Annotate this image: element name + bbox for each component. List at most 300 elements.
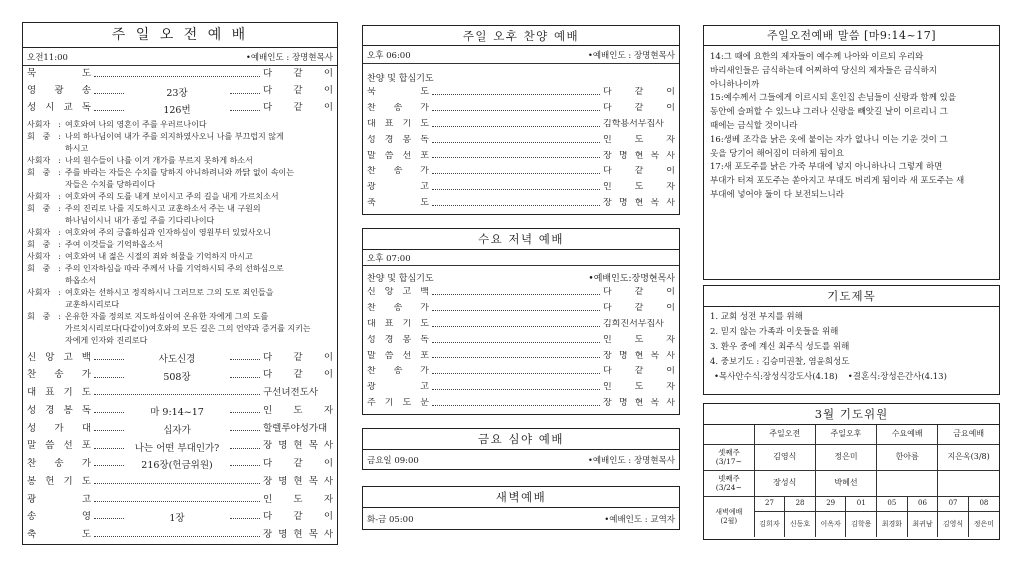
order-label: 신 앙 고 백: [367, 287, 429, 298]
committee-header-cell: 주일오후: [815, 425, 876, 444]
service-leader: •예배인도:장명현목사: [588, 273, 675, 284]
dawn-name-cell: 최경화: [877, 511, 908, 537]
committee-name-cell: 한아름: [877, 444, 938, 470]
order-item: 나는 어떤 부대인가?: [134, 442, 220, 454]
notice-item: •목사안수식:장성식강도사(4.18): [714, 372, 838, 382]
order-label: 성 경 봉 독: [367, 334, 429, 345]
responsive-reading-line: [27, 131, 333, 143]
order-person: 다 같 이: [603, 102, 675, 113]
dawn-name-cell: 신동호: [785, 511, 816, 537]
scripture-line: 부대가 터져 포도주는 쏟아지고 부대도 버리게 됨이라 새 포도주는 새: [710, 176, 965, 187]
responsive-reading-line: [27, 251, 333, 263]
reading-text: 교훈하시리로다: [65, 300, 120, 309]
leader-dots: [230, 448, 260, 449]
order-label: 성 경 봉 독: [367, 134, 429, 145]
reader-role: 회 중 :: [27, 264, 61, 273]
reading-text: 주를 바라는 자들은 수치를 당하지 아니하려니와 까닭 없이 속이는: [65, 168, 294, 177]
order-label: 주 기 도 문: [367, 398, 429, 409]
morning-service-time-row: [23, 48, 337, 66]
prayer-topic-item: 4. 중보기도 : 김승미권찰, 염윤희성도: [710, 357, 850, 367]
order-label: 묵 도: [27, 68, 91, 80]
committee-name-cell: 지은옥(3/8): [938, 444, 999, 470]
responsive-reading-line: [27, 203, 333, 215]
responsive-reading-line: [27, 275, 333, 287]
reader-role: 사회자 :: [27, 192, 61, 201]
wednesday-order-list: [363, 285, 679, 414]
friday-service-time-row: [363, 450, 679, 469]
order-item: 126번: [163, 104, 191, 116]
leader-dots: [94, 412, 124, 413]
order-row: [23, 83, 337, 100]
order-person: 장 명 현 목 사: [603, 398, 675, 409]
order-person: 다 같 이: [263, 102, 333, 114]
scripture-line: 옷을 당기어 해어짐이 더하게 됨이요: [710, 148, 844, 159]
order-person: 구선녀전도사: [263, 387, 319, 399]
order-person: 다 같 이: [263, 369, 333, 381]
reading-text: 주의 진리로 나를 지도하시고 교훈하소서 주는 내 구원의: [65, 204, 261, 213]
service-leader: •예배인도 : 장명현목사: [245, 52, 333, 63]
afternoon-order-list: [363, 85, 679, 214]
week-label: 넷째주: [717, 473, 740, 483]
responsive-reading-line: [27, 119, 333, 131]
week-label-cell: [704, 470, 754, 496]
responsive-reading-entry: [27, 191, 333, 203]
committee-name-cell: [877, 470, 938, 496]
order-label: 축 도: [367, 198, 429, 209]
order-label: 대 표 기 도: [367, 118, 429, 129]
prayer-topics-title: 기도제목: [704, 286, 999, 307]
dawn-name-cell: 정은미: [968, 511, 999, 537]
responsive-reading-entry: [27, 227, 333, 239]
scripture-line: 바리새인들은 금식하는데 어찌하여 당신의 제자들은 금식하지: [710, 65, 937, 76]
responsive-reading-line: [27, 311, 333, 323]
responsive-reading-entry: [27, 131, 333, 155]
reader-role: 사회자 :: [27, 156, 61, 165]
leader-dots: [94, 430, 124, 431]
wednesday-service-panel: [362, 228, 680, 415]
responsive-reading-line: [27, 263, 333, 275]
responsive-reading-line: [27, 299, 333, 311]
reader-role: 사회자 :: [27, 288, 61, 297]
opening-praise: 찬양 및 합심기도: [367, 273, 434, 284]
prayer-committee-title: 3월 기도위원: [704, 404, 999, 425]
leader-dots: [94, 110, 124, 111]
order-label: 영 광 송: [27, 85, 91, 97]
leader-dots: [230, 377, 260, 378]
service-leader: •예배인도 : 교역자: [604, 514, 675, 525]
order-row: [23, 402, 337, 420]
sermon-scripture-title: 주일오전예배 말씀 [마9:14~17]: [704, 26, 999, 46]
committee-name-cell: 정은미: [815, 444, 876, 470]
sermon-scripture-panel: [703, 25, 1000, 280]
notice-line: [710, 370, 993, 385]
order-person: 다 같 이: [603, 302, 675, 313]
order-person: 다 같 이: [263, 85, 333, 97]
scripture-line: 때에는 금식할 것이니라: [710, 120, 798, 131]
order-row: [23, 384, 337, 402]
order-row: [363, 85, 679, 101]
responsive-reading-entry: [27, 263, 333, 287]
order-item: 마 9:14~17: [150, 407, 204, 419]
order-label: 말 씀 선 포: [27, 440, 91, 452]
afternoon-service-title: 주일 오후 찬양 예배: [363, 26, 679, 46]
dawn-date-cell: 29: [815, 496, 846, 511]
committee-header-row: [704, 425, 999, 444]
order-row: [23, 509, 337, 527]
committee-week-row: [704, 470, 999, 496]
dawn-label: 새벽예배: [715, 508, 743, 516]
order-label: 축 도: [27, 529, 91, 541]
order-label: 말 씀 선 포: [367, 350, 429, 361]
scripture-line: 16:생베 조각을 낡은 옷에 붙이는 자가 없나니 이는 기운 것이 그: [710, 134, 948, 145]
order-label: 신 앙 고 백: [27, 351, 91, 363]
order-label: 성 가 대: [27, 422, 91, 434]
order-row: [23, 100, 337, 117]
order-label: 광 고: [367, 182, 429, 193]
order-person: 장 명 현 목 사: [263, 529, 333, 541]
responsive-reading-entry: [27, 287, 333, 311]
dawn-date-row: [704, 496, 999, 511]
committee-name-cell: [938, 470, 999, 496]
responsive-reading-entry: [27, 155, 333, 167]
reading-text: 여호와여 내 젊은 시절의 죄와 허물을 기억하지 마시고: [65, 252, 253, 261]
order-person: 장 명 현 목 사: [263, 440, 333, 452]
dawn-name-cell: 김희자: [754, 511, 785, 537]
order-label: 송 영: [27, 511, 91, 523]
reading-text: 나의 하나님이여 내가 주를 의지하였사오니 나를 부끄럽지 않게: [65, 132, 284, 141]
scripture-line: 아니하나이까: [710, 79, 760, 90]
scripture-line: 17:새 포도주를 낡은 가죽 부대에 넣지 아니하나니 그렇게 하면: [710, 162, 943, 173]
morning-service-title: 주 일 오 전 예 배: [23, 23, 337, 48]
leader-dots: [432, 126, 600, 127]
scripture-text: [704, 46, 999, 208]
dawn-name-cell: 이옥자: [815, 511, 846, 537]
order-person: 다 같 이: [263, 351, 333, 363]
afternoon-service-panel: [362, 25, 680, 215]
prayer-committee-table: [704, 425, 999, 537]
dawn-date-cell: 01: [846, 496, 877, 511]
order-of-worship-top: [23, 66, 337, 117]
leader-dots: [432, 294, 600, 295]
friday-service-panel: [362, 428, 680, 470]
order-row: [23, 438, 337, 456]
order-row: [363, 117, 679, 133]
order-item: 1장: [169, 513, 185, 525]
prayer-topics-panel: [703, 285, 1000, 395]
leader-dots: [94, 536, 260, 537]
order-person: 다 같 이: [263, 68, 333, 80]
leader-dots: [94, 518, 124, 519]
order-person: 장 명 현 목 사: [263, 475, 333, 487]
reading-text: 하시고: [65, 144, 89, 153]
order-person: 김희진서무집사: [603, 318, 664, 329]
order-label: 찬 송 가: [367, 166, 429, 177]
reading-text: 나의 원수들이 나를 이겨 개가를 부르지 못하게 하소서: [65, 156, 253, 165]
order-person: 인 도 자: [603, 382, 675, 393]
responsive-reading-entry: [27, 167, 333, 191]
committee-header-cell: 금요예배: [938, 425, 999, 444]
order-row: [363, 301, 679, 317]
order-row: [363, 364, 679, 380]
order-label: 찬 송 가: [367, 366, 429, 377]
order-row: [23, 526, 337, 544]
prayer-committee-panel: [703, 403, 1000, 540]
responsive-reading-line: [27, 155, 333, 167]
order-row: [23, 473, 337, 491]
order-label: 찬 송 가: [367, 102, 429, 113]
opening-praise-row: [363, 269, 679, 285]
reader-role: 회 중 :: [27, 312, 61, 321]
reading-text: 여호와는 선하시고 정직하시니 그러므로 그의 도로 죄인들을: [65, 288, 274, 297]
reader-role: 회 중 :: [27, 204, 61, 213]
opening-praise: 찬양 및 합심기도: [367, 73, 434, 84]
responsive-reading-line: [27, 335, 333, 347]
dawn-date-cell: 05: [877, 496, 908, 511]
leader-dots: [230, 110, 260, 111]
order-label: 성 경 봉 독: [27, 404, 91, 416]
leader-dots: [432, 189, 600, 190]
responsive-reading-line: [27, 167, 333, 179]
order-person: 장 명 현 목 사: [603, 198, 675, 209]
leader-dots: [230, 359, 260, 360]
reading-text: 여호와여 주의 도를 내게 보이시고 주의 길을 내게 가르치소서: [65, 192, 279, 201]
leader-dots: [230, 430, 260, 431]
committee-name-cell: 박혜선: [815, 470, 876, 496]
leader-dots: [432, 110, 600, 111]
service-time: 오후 06:00: [367, 50, 411, 61]
leader-dots: [432, 94, 600, 95]
responsive-reading-line: [27, 287, 333, 299]
service-leader: •예배인도 : 장명현목사: [587, 455, 675, 466]
order-label: 말 씀 선 포: [367, 150, 429, 161]
leader-dots: [230, 412, 260, 413]
leader-dots: [94, 377, 124, 378]
notice-item: •결혼식:장성은간사(4.13): [847, 372, 947, 382]
reader-role: 회 중 :: [27, 168, 61, 177]
dawn-date-cell: 08: [968, 496, 999, 511]
order-person: 할렐루야성가대: [263, 422, 328, 434]
service-time: 화-금 05:00: [367, 514, 414, 525]
leader-dots: [94, 359, 124, 360]
leader-dots: [432, 157, 600, 158]
order-person: 인 도 자: [603, 334, 675, 345]
order-person: 다 같 이: [263, 458, 333, 470]
dawn-name-cell: 김학용: [846, 511, 877, 537]
order-row: [23, 491, 337, 509]
opening-praise-row: [363, 69, 679, 85]
scripture-line: 15:예수께서 그들에게 이르시되 혼인집 손님들이 신랑과 함께 있을: [710, 93, 957, 104]
reading-text: 자들은 수치를 당하리이다: [65, 180, 156, 189]
leader-dots: [94, 501, 260, 502]
order-row: [363, 164, 679, 180]
order-item: 23장: [166, 87, 188, 99]
order-row: [23, 455, 337, 473]
reading-text: 주의 인자하심을 따라 주께서 나를 기억하시되 주의 선하심으로: [65, 264, 284, 273]
prayer-topic-item: 2. 믿지 않는 가족과 이웃들을 위해: [710, 327, 839, 337]
leader-dots: [94, 93, 124, 94]
leader-dots: [230, 465, 260, 466]
week-range: (3/24~: [715, 483, 742, 492]
leader-dots: [432, 342, 600, 343]
leader-dots: [94, 448, 124, 449]
order-item: 사도신경: [158, 353, 196, 365]
reading-text: 자에게 인자와 진리로다: [65, 336, 148, 345]
order-row: [363, 285, 679, 301]
leader-dots: [94, 76, 260, 77]
afternoon-service-time-row: [363, 46, 679, 64]
order-item: 216장(헌금위원): [141, 460, 213, 472]
leader-dots: [230, 93, 260, 94]
reader-role: 회 중 :: [27, 132, 61, 141]
dawn-label-cell: [704, 496, 754, 537]
service-time: 오전11:00: [27, 52, 68, 63]
order-label: 묵 도: [367, 87, 429, 98]
order-label: 찬 송 가: [27, 458, 91, 470]
dawn-service-title: 새벽예배: [363, 487, 679, 508]
leader-dots: [94, 394, 260, 395]
order-label: 찬 송 가: [367, 302, 429, 313]
responsive-reading-line: [27, 227, 333, 239]
leader-dots: [432, 173, 600, 174]
order-person: 다 같 이: [263, 511, 333, 523]
leader-dots: [432, 405, 600, 406]
wednesday-service-time-row: [363, 250, 679, 266]
order-person: 다 같 이: [603, 287, 675, 298]
responsive-reading-entry: [27, 251, 333, 263]
dawn-date-cell: 27: [754, 496, 785, 511]
reader-role: 사회자 :: [27, 120, 61, 129]
leader-dots: [94, 465, 124, 466]
dawn-service-panel: [362, 486, 680, 530]
reading-text: 하나님이시니 내가 종일 주를 기다리나이다: [65, 216, 215, 225]
responsive-reading-entry: [27, 311, 333, 347]
responsive-reading-line: [27, 179, 333, 191]
reading-text: 여호와여 나의 영혼이 주를 우러르나이다: [65, 120, 207, 129]
scripture-line: 14:그 때에 요한의 제자들이 예수께 나아와 이르되 우리와: [710, 52, 924, 62]
leader-dots: [432, 310, 600, 311]
week-label-cell: [704, 444, 754, 470]
order-row: [23, 349, 337, 367]
responsive-reading-line: [27, 143, 333, 155]
order-item: 508장: [163, 371, 191, 383]
order-person: 김학용서무집사: [603, 118, 664, 129]
responsive-reading-line: [27, 239, 333, 251]
responsive-reading-entry: [27, 119, 333, 131]
leader-dots: [432, 326, 600, 327]
morning-service-panel: [22, 22, 338, 545]
order-of-worship-bottom: [23, 349, 337, 544]
order-row: [363, 380, 679, 396]
leader-dots: [432, 205, 600, 206]
reader-role: 사회자 :: [27, 252, 61, 261]
order-row: [363, 196, 679, 212]
order-item: 십자가: [163, 424, 191, 436]
order-person: 인 도 자: [263, 493, 333, 505]
committee-name-cell: 장성식: [754, 470, 815, 496]
dawn-date-cell: 28: [785, 496, 816, 511]
reading-text: 여호와여 주의 긍휼하심과 인자하심이 영원부터 있었사오니: [65, 228, 271, 237]
order-row: [23, 66, 337, 83]
order-label: 대 표 기 도: [27, 387, 91, 399]
leader-dots: [432, 389, 600, 390]
order-row: [363, 101, 679, 117]
corner-cell: [704, 425, 754, 444]
committee-header-cell: 주일오전: [754, 425, 815, 444]
reader-role: 회 중 :: [27, 240, 61, 249]
reading-text: 하옵소서: [65, 276, 96, 285]
order-person: 인 도 자: [603, 134, 675, 145]
dawn-name-cell: 김영식: [938, 511, 969, 537]
leader-dots: [94, 483, 260, 484]
dawn-service-time-row: [363, 508, 679, 529]
dawn-month: (2월): [720, 516, 738, 525]
order-row: [363, 396, 679, 412]
order-person: 인 도 자: [603, 182, 675, 193]
order-label: 성 시 교 독: [27, 102, 91, 114]
order-row: [363, 317, 679, 333]
week-label: 셋째주: [717, 447, 740, 457]
scripture-line: 동안에 슬퍼할 수 있느냐 그러나 신랑을 빼앗길 날이 이르리니 그: [710, 107, 948, 118]
responsive-reading-entry: [27, 239, 333, 251]
order-row: [363, 333, 679, 349]
service-leader: •예배인도 : 장명현목사: [587, 50, 675, 61]
order-row: [363, 133, 679, 149]
order-label: 찬 송 가: [27, 369, 91, 381]
reading-text: 온유한 자를 정의로 지도하심이여 온유한 자에게 그의 도를: [65, 312, 269, 321]
prayer-topics-list: [704, 307, 999, 388]
committee-name-cell: 김영식: [754, 444, 815, 470]
responsive-reading-line: [27, 191, 333, 203]
responsive-reading-entry: [27, 203, 333, 227]
service-time: 오후 07:00: [367, 253, 411, 264]
leader-dots: [432, 373, 600, 374]
dawn-date-cell: 07: [938, 496, 969, 511]
scripture-line: 부대에 넣어야 둘이 다 보전되느니라: [710, 189, 844, 200]
committee-header-cell: 수요예배: [877, 425, 938, 444]
responsive-reading-line: [27, 215, 333, 227]
dawn-date-cell: 06: [907, 496, 938, 511]
responsive-reading: [23, 117, 337, 349]
order-person: 다 같 이: [603, 87, 675, 98]
order-person: 다 같 이: [603, 166, 675, 177]
order-person: 장 명 현 목 사: [603, 150, 675, 161]
order-row: [23, 367, 337, 385]
order-person: 인 도 자: [263, 404, 333, 416]
order-row: [363, 180, 679, 196]
order-row: [23, 420, 337, 438]
leader-dots: [432, 142, 600, 143]
reader-role: 사회자 :: [27, 228, 61, 237]
leader-dots: [230, 518, 260, 519]
week-range: (3/17~: [715, 457, 742, 466]
order-label: 봉 헌 기 도: [27, 475, 91, 487]
reading-text: 가르치시리로다(다같이)여호와의 모든 길은 그의 언약과 증거를 지키는: [65, 324, 311, 333]
friday-service-title: 금요 심야 예배: [363, 429, 679, 450]
order-person: 장 명 현 목 사: [603, 350, 675, 361]
leader-dots: [432, 357, 600, 358]
prayer-topic-item: 1. 교회 성전 부지를 위해: [710, 312, 803, 322]
committee-week-row: [704, 444, 999, 470]
order-label: 광 고: [27, 493, 91, 505]
order-label: 대 표 기 도: [367, 318, 429, 329]
service-time: 금요일 09:00: [367, 455, 419, 466]
order-label: 광 고: [367, 382, 429, 393]
dawn-name-cell: 최귀남: [907, 511, 938, 537]
responsive-reading-line: [27, 323, 333, 335]
order-person: 다 같 이: [603, 366, 675, 377]
order-row: [363, 149, 679, 165]
prayer-topic-item: 3. 환우 중에 계신 최주식 성도를 위해: [710, 342, 850, 352]
